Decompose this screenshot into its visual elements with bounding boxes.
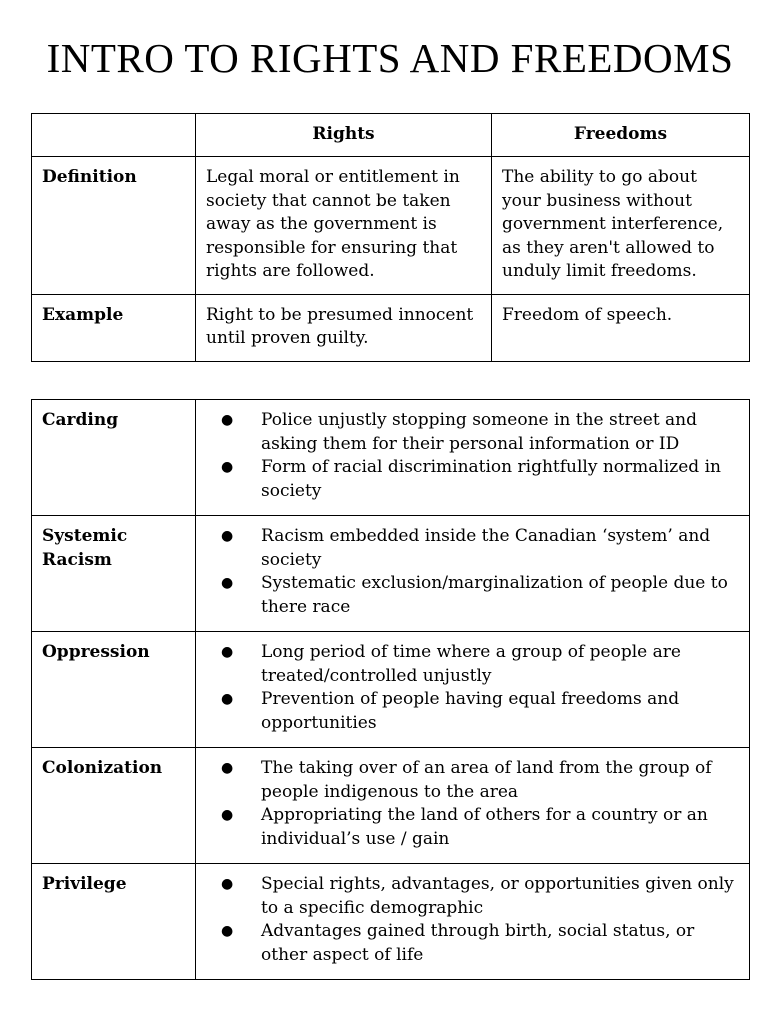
term-points-cell	[196, 864, 750, 980]
table-row	[32, 157, 750, 295]
table-row	[32, 632, 750, 748]
bullet-icon: ●	[221, 412, 234, 428]
list-item-text: Prevention of people having equal freedoms and opportunities	[261, 689, 680, 733]
freedoms-definition-cell: The ability to go about your business without government interference, as they aren't allowed to unduly limit freedoms.	[492, 157, 750, 295]
list-item-text: Special rights, advantages, or opportunities given only to a specific demographic	[261, 874, 734, 918]
bullet-icon: ●	[221, 876, 234, 892]
bullet-icon: ●	[221, 644, 234, 660]
term-label-privilege: Privilege	[32, 864, 196, 980]
bullet-list	[206, 873, 739, 967]
freedoms-column-header: Freedoms	[492, 114, 750, 157]
list-item-text: Appropriating the land of others for a country or an individual’s use / gain	[261, 805, 708, 849]
bullet-icon: ●	[221, 923, 234, 939]
bullet-icon: ●	[221, 528, 234, 544]
rights-example-cell: Right to be presumed innocent until proven guilty.	[196, 294, 492, 361]
term-points-cell	[196, 748, 750, 864]
list-item-text: The taking over of an area of land from the group of people indigenous to the area	[261, 758, 712, 802]
term-label-colonization: Colonization	[32, 748, 196, 864]
bullet-list	[206, 409, 739, 503]
bullet-list	[206, 641, 739, 735]
list-item	[206, 873, 739, 920]
bullet-list	[206, 525, 739, 619]
list-item	[206, 525, 739, 572]
table-header-row	[32, 114, 750, 157]
table-row	[32, 516, 750, 632]
row-label-example: Example	[32, 294, 196, 361]
bullet-icon: ●	[221, 459, 234, 475]
list-item	[206, 920, 739, 967]
freedoms-example-cell: Freedom of speech.	[492, 294, 750, 361]
table-row	[32, 294, 750, 361]
list-item	[206, 572, 739, 619]
bullet-list	[206, 757, 739, 851]
list-item-text: Form of racial discrimination rightfully normalized in society	[261, 457, 721, 501]
list-item	[206, 409, 739, 456]
terms-table	[31, 399, 750, 980]
corner-cell	[32, 114, 196, 157]
list-item	[206, 804, 739, 851]
list-item	[206, 641, 739, 688]
list-item-text: Long period of time where a group of people are treated/controlled unjustly	[261, 642, 681, 686]
table-row	[32, 864, 750, 980]
list-item-text: Police unjustly stopping someone in the street and asking them for their personal information or ID	[261, 410, 698, 454]
bullet-icon: ●	[221, 807, 234, 823]
table-row	[32, 400, 750, 516]
rights-freedoms-table	[31, 113, 750, 362]
list-item	[206, 456, 739, 503]
row-label-definition: Definition	[32, 157, 196, 295]
rights-column-header: Rights	[196, 114, 492, 157]
term-points-cell	[196, 632, 750, 748]
page-title: INTRO TO RIGHTS AND FREEDOMS	[46, 35, 734, 81]
bullet-icon: ●	[221, 760, 234, 776]
list-item-text: Systematic exclusion/marginalization of people due to there race	[261, 573, 728, 617]
term-points-cell	[196, 400, 750, 516]
list-item-text: Racism embedded inside the Canadian ‘system’ and society	[261, 526, 711, 570]
term-label-carding: Carding	[32, 400, 196, 516]
list-item-text: Advantages gained through birth, social status, or other aspect of life	[261, 921, 695, 965]
term-label-oppression: Oppression	[32, 632, 196, 748]
term-points-cell	[196, 516, 750, 632]
bullet-icon: ●	[221, 691, 234, 707]
term-label-systemic-racism: Systemic Racism	[32, 516, 196, 632]
bullet-icon: ●	[221, 575, 234, 591]
table-row	[32, 748, 750, 864]
list-item	[206, 757, 739, 804]
list-item	[206, 688, 739, 735]
rights-definition-cell: Legal moral or entitlement in society that cannot be taken away as the government is responsible for ensuring that rights are followed.	[196, 157, 492, 295]
